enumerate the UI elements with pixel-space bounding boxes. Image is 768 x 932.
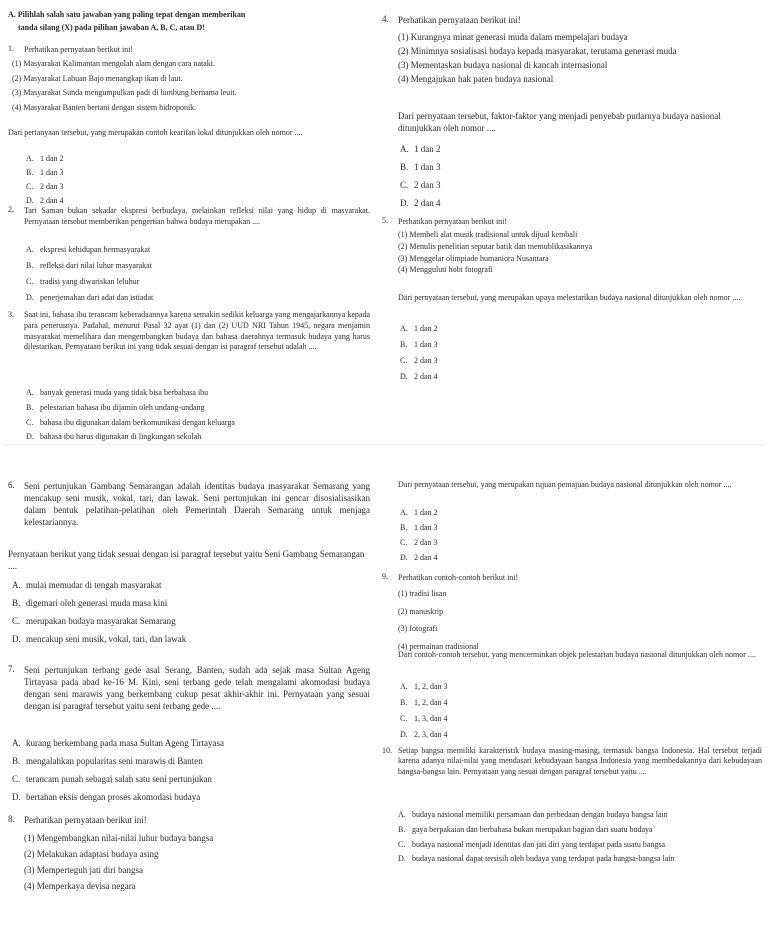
right-column-bottom (382, 480, 762, 924)
option-a[interactable]: A. 1, 2, dan 3 (400, 682, 448, 691)
option-d[interactable]: D. 2 dan 4 (26, 196, 64, 205)
option-a[interactable]: A. budaya nasional memiliki persamaan dan perbedaan dengan budaya bangsa lain (398, 810, 668, 819)
question-number: 1. (8, 44, 14, 53)
option-list (398, 810, 762, 865)
statement-item: (1) Membeli alat musik tradisional untuk dijual kembali (398, 230, 578, 239)
question-5 (382, 216, 762, 391)
question-prompt: Dari pernyataan tersebut, faktor-faktor yang menjadi penyebab pudarnya budaya nasional ditunjukkan oleh nomor .... (398, 111, 721, 134)
statement-item: (4) Memperkaya devisa negara (24, 881, 136, 892)
question-stem: Setiap bangsa memiliki karakteristik budaya masing-masing, termasuk bangsa Indonesia. Hal tersebut terjadi karena adanya nilai-nilai yang mendasari kebudayaan bangsa Indonesia yang membedakannya dari kebudayaan bangsa-bangsa lain. Pernyataan yang sesuai dengan paragraf tersebut yaitu .... (398, 746, 762, 776)
option-d[interactable]: D. bertahan eksis dengan proses akomodasi budaya (12, 792, 201, 802)
statement-item: (4) permainan tradisional (398, 641, 479, 651)
question-stem: Seni pertunjukan terbang gede asal Serang, Banten, sudah ada sejak masa Sultan Ageng Tirtayasa pada abad ke-16 M. Kini, seni terbang gede telah mengalami akomodasi budaya dengan seni marawis yang berkembang cukup pesat akhir-akhir ini. Pernyataan yang sesuai dengan isi paragraf tersebut yaitu seni terbang gede .... (24, 665, 370, 712)
question-9 (382, 572, 762, 762)
option-d[interactable]: D. 2, 3, dan 4 (400, 730, 448, 739)
statement-list (12, 58, 370, 113)
statement-item: (2) Menulis penelitian seputar batik dan memublikasikannya (398, 241, 593, 251)
question-2 (8, 205, 370, 310)
question-stem: Perhatikan contoh-contoh berikut ini! (398, 573, 519, 582)
option-b[interactable]: B. pelestarian bahasa ibu dijamin oleh undang-undang (26, 403, 205, 412)
instructions (8, 10, 370, 32)
statement-item: (1) tradisi lisan (398, 589, 447, 598)
question-1 (8, 44, 370, 204)
option-c[interactable]: C. 1, 3, dan 4 (400, 714, 448, 723)
option-c[interactable]: C. budaya nasional menjadi identitas dan jati diri yang terdapat pada suatu bangsa (398, 839, 666, 849)
question-8-continued (398, 480, 762, 570)
question-stem: Perhatikan pernyataan berikut ini! (398, 15, 521, 25)
instructions-line-1: A. Pilihlah salah satu jawaban yang paling tepat dengan memberikan (8, 10, 246, 19)
divider (4, 444, 764, 445)
statement-list (24, 832, 370, 893)
option-a[interactable]: A. kurang berkembang pada masa Sultan Ageng Tirtayasa (12, 738, 224, 748)
option-b[interactable]: B. 1 dan 3 (400, 523, 438, 532)
statement-item: (4) Mengajukan hak paten budaya nasional (398, 74, 554, 85)
statement-list (398, 31, 762, 86)
left-column-top (8, 10, 370, 440)
question-number: 5. (382, 216, 388, 225)
question-stem: Saat ini, bahasa ibu terancam keberadaannya karena semakin sedikit keluarga yang mengajarkannya kepada para penerusnya. Padahal, menurut Pasal 32 ayat (1) dan (2) UUD NRI Tahun 1945, negara menjamin masyarakat memelihara dan mengembangkan budaya dan bahasa daerahnya termasuk budaya yang harus dilestarikan. Pernyataan berikut ini yang tidak sesuai dengan isi paragraf tersebut adalah .... (24, 310, 370, 352)
question-prompt: Dari pernyataan tersebut, yang merupakan upaya melestarikan budaya nasional ditunjukkan oleh nomor .... (398, 293, 741, 302)
statement-item: (1) Masyarakat Kalimantan mengolah alam dengan cara nataki. (12, 59, 216, 68)
option-a[interactable]: A. 1 dan 2 (26, 154, 64, 163)
question-3 (8, 310, 370, 441)
question-number: 3. (8, 310, 14, 319)
option-a[interactable]: A. 1 dan 2 (400, 508, 438, 517)
option-b[interactable]: B. mengalahkan popularitas seni marawis di Banten (12, 756, 203, 766)
question-stem: Tari Saman bukan sekadar ekspresi berbudaya, melainkan refleksi nilai yang hidup di masyarakat. Pernyataan tersebut memberikan pengertian bahwa budaya merupakan .... (24, 206, 370, 227)
option-c[interactable]: C. 2 dan 3 (400, 180, 441, 190)
statement-list (398, 230, 762, 276)
option-b[interactable]: B. gaya berpakaian dan berbahasa bukan merupakan bagian dari suatu budaya (398, 824, 653, 834)
statement-item: (1) Mengembangkan nilai-nilai luhur budaya bangsa (24, 833, 214, 843)
option-b[interactable]: B. 1 dan 3 (400, 162, 441, 172)
statement-item: (3) Menggelar olimpiade humaniora Nusantara (398, 253, 549, 263)
option-d[interactable]: D. 2 dan 4 (400, 372, 438, 381)
question-number: 4. (382, 14, 389, 24)
option-a[interactable]: A. banyak generasi muda yang tidak bisa berbahasa ibu (26, 388, 209, 397)
question-stem: Perhatikan pernyataan berikut ini! (24, 815, 147, 825)
question-prompt: Pernyataan berikut yang tidak sesuai dengan isi paragraf tersebut yaitu Seni Gambang Semarangan .... (8, 549, 365, 572)
option-c[interactable]: C. tradisi yang diwariskan leluhur (26, 277, 140, 286)
question-10 (382, 746, 762, 922)
statement-item: (2) Melakukan adaptasi budaya asing (24, 849, 159, 860)
option-a[interactable]: A. ekspresi kehidupan bermasyarakat (26, 245, 151, 254)
option-c[interactable]: C. merupakan budaya masyarakat Semarang (12, 616, 176, 626)
option-a[interactable]: A. 1 dan 2 (400, 144, 441, 154)
statement-item: (2) manuskrip (398, 606, 444, 616)
left-column-bottom (8, 480, 370, 924)
statement-item: (3) Masyarakat Sunda mengumpulkan padi di lumbung bernama leuit. (12, 88, 237, 98)
statement-item: (3) Memperteguh jati diri bangsa (24, 865, 143, 876)
option-d[interactable]: D. penerjemahan dari adat dan istiadat (26, 293, 154, 302)
option-a[interactable]: A. mulai memudar di tengah masyarakat (12, 580, 162, 590)
question-7 (8, 664, 370, 812)
statement-item: (3) Mementaskan budaya nasional di kancah internasional (398, 60, 608, 71)
option-c[interactable]: C. terancam punah sebagai salah satu seni pertunjukan (12, 774, 212, 784)
option-d[interactable]: D. mencakup seni musik, vokal, tari, dan lawak (12, 634, 187, 644)
statement-item: (4) Mengguluti hobi fotografi (398, 265, 493, 275)
option-b[interactable]: B. 1 dan 3 (26, 168, 64, 177)
question-number: 6. (8, 480, 15, 490)
question-stem: Perhatikan pernyataan berikut ini! (398, 217, 508, 226)
question-4 (382, 14, 762, 214)
question-prompt: Dari pernyataan tersebut, yang merupakan tujuan pemajuan budaya nasional ditunjukkan oleh nomor .... (398, 480, 732, 489)
question-prompt: Dari pertanyaan tersebut, yang merupakan contoh kearifan lokal ditunjukkan oleh nomor .... (8, 128, 303, 137)
statement-item: (2) Masyarakat Labuan Bajo menangkap ikan di laut. (12, 73, 183, 83)
question-number: 2. (8, 205, 14, 214)
option-d[interactable]: D. 2 dan 4 (400, 198, 441, 208)
option-c[interactable]: C. 2 dan 3 (400, 356, 438, 365)
option-b[interactable]: B. digemari oleh generasi muda masa kini (12, 598, 168, 608)
option-b[interactable]: B. 1, 2, dan 4 (400, 698, 448, 707)
option-a[interactable]: A. 1 dan 2 (400, 324, 438, 333)
option-c[interactable]: C. bahasa ibu digunakan dalam berkomunikasi dengan keluarga (26, 418, 235, 427)
option-c[interactable]: C. 2 dan 3 (400, 538, 438, 547)
statement-list (398, 588, 762, 652)
question-6 (8, 480, 370, 644)
instructions-line-2: tanda silang (X) pada pilihan jawaban A, B, C, atau D! (18, 23, 205, 32)
option-c[interactable]: C. 2 dan 3 (26, 182, 64, 191)
option-d[interactable]: D. bahasa ibu harus digunakan di lingkungan sekolah (26, 432, 202, 441)
option-b[interactable]: B. refleksi dari nilai luhur masyarakat (26, 261, 152, 270)
option-b[interactable]: B. 1 dan 3 (400, 340, 438, 349)
question-8 (8, 814, 370, 904)
question-number: 10. (382, 746, 392, 755)
question-number: 8. (8, 814, 15, 824)
question-stem: Perhatikan pernyataan berikut ini! (24, 45, 134, 54)
option-d[interactable]: D. budaya nasional dapat tersisih oleh budaya yang terdapat pada bangsa-bangsa lain (398, 854, 675, 864)
question-number: 7. (8, 664, 15, 674)
question-prompt: Dari contoh-contoh tersebut, yang mencerminkan objek pelestarian budaya nasional ditunjukkan oleh nomor .... (398, 650, 756, 659)
statement-item: (1) Kurangnya minat generasi muda dalam mempelajari budaya (398, 32, 628, 42)
question-number: 9. (382, 572, 388, 581)
statement-item: (2) Minimnya sosialisasi budaya kepada masyarakat, terutama generasi muda (398, 46, 677, 57)
statement-item: (3) fotografi (398, 624, 438, 634)
question-stem: Seni pertunjukan Gambang Semarangan adalah identitas budaya masyarakat Semarang yang mencakup seni musik, vokal, tari, dan lawak. Seni pertunjukan ini gencar disosialisasikan dalam bentuk pelatihan-pelatihan oleh Pemerintah Daerah Semarang untuk menjaga kelestariannya. (24, 481, 370, 528)
right-column-top (382, 14, 762, 394)
option-d[interactable]: D. 2 dan 4 (400, 553, 438, 562)
statement-item: (4) Masyarakat Banten bertani dengan sistem hidroponik. (12, 102, 197, 112)
